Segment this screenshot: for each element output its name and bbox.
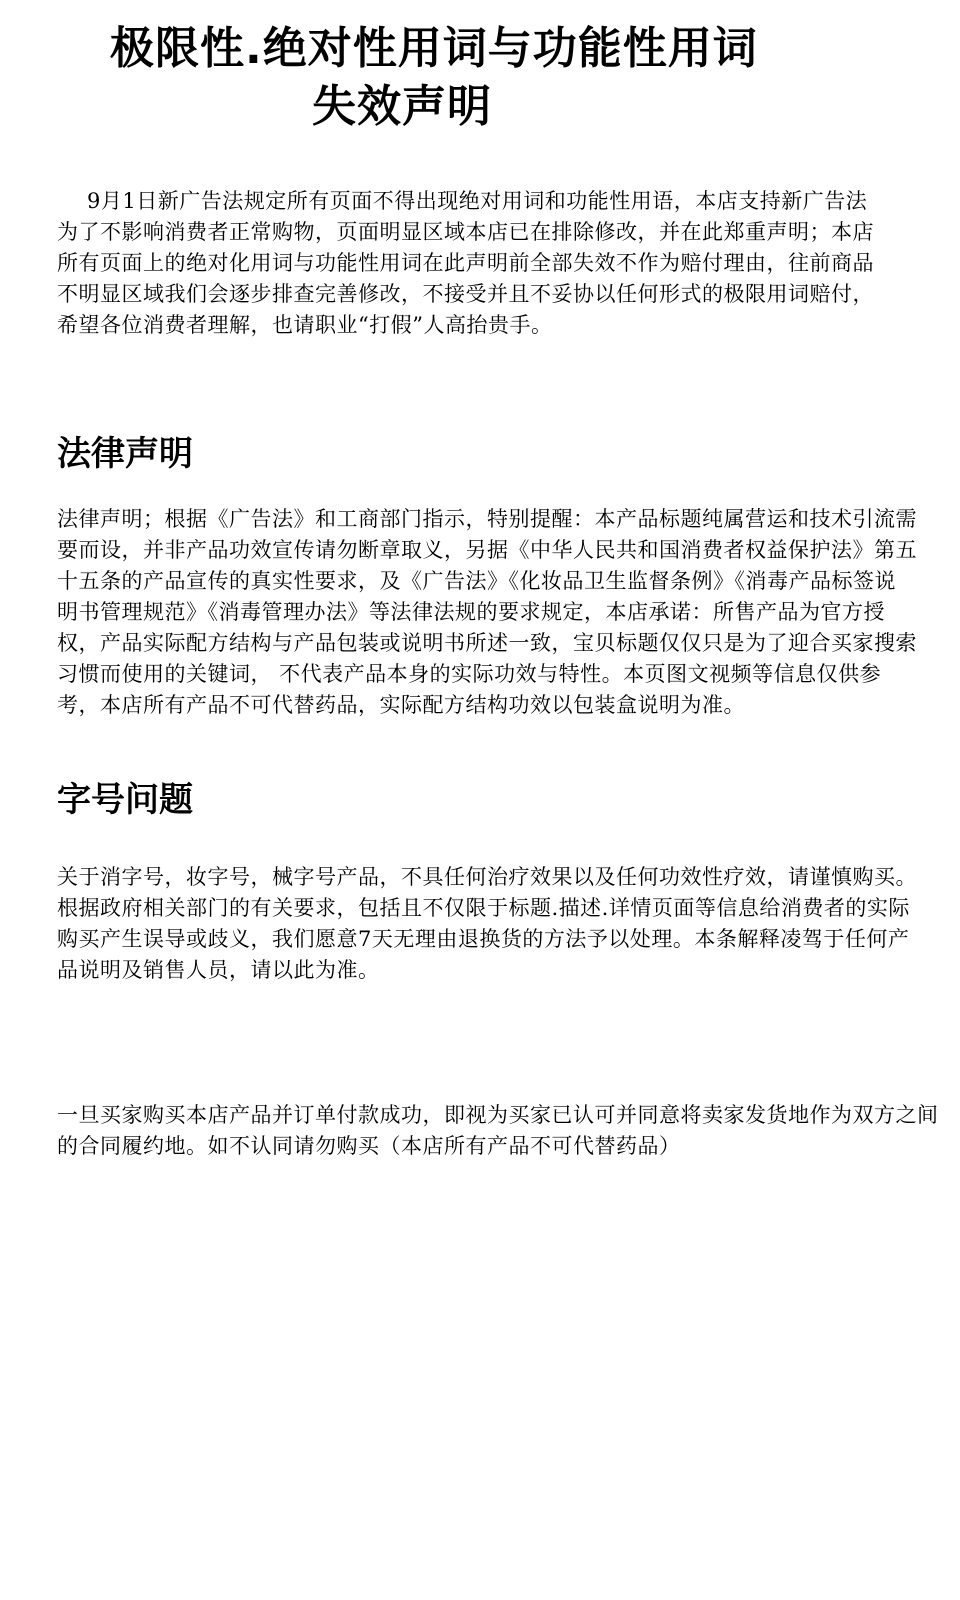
page-title-line-2: 失效声明 [312,81,492,132]
page-title-line-1: 极限性.绝对性用词与功能性用词 [110,23,758,74]
font-size-paragraph: 关于消字号，妆字号，械字号产品，不具任何治疗效果以及任何功效性疗效，请谨慎购买。根据政府相关部门的有关要求，包括且不仅限于标题.描述.详情页面等信息给消费者的实际购买产生误导或歧义，我们愿意7天无理由退换货的方法予以处理。本条解释凌驾于任何产品说明及销售人员，请以此为准。 [57,865,917,982]
legal-heading: 法律声明 [57,434,193,474]
legal-paragraph: 法律声明；根据《广告法》和工商部门指示，特别提醒：本产品标题纯属营运和技术引流需要而设，并非产品功效宣传请勿断章取义，另据《中华人民共和国消费者权益保护法》第五十五条的产品宣传的真实性要求，及《广告法》《化妆品卫生监督条例》《消毒产品标签说明书管理规范》《消毒管理办法》等法律法规的要求规定，本店承诺：所售产品为官方授权，产品实际配方结构与产品包装或说明书所述一致，宝贝标题仅仅只是为了迎合买家搜索习惯而使用的关键词， 不代表产品本身的实际功效与特性。本页图文视频等信息仅供参考，本店所有产品不可代替药品，实际配方结构功效以包装盒说明为准。 [57,507,917,717]
contract-paragraph: 一旦买家购买本店产品并订单付款成功，即视为买家已认可并同意将卖家发货地作为双方之间的合同履约地。如不认同请勿购买（本店所有产品不可代替药品） [57,1103,939,1158]
font-size-heading: 字号问题 [57,780,193,820]
intro-paragraph: 9月1日新广告法规定所有页面不得出现绝对用词和功能性用语，本店支持新广告法为了不影响消费者正常购物，页面明显区域本店已在排除修改，并在此郑重声明；本店所有页面上的绝对化用词与功能性用词在此声明前全部失效不作为赔付理由，往前商品不明显区域我们会逐步排查完善修改，不接受并且不妥协以任何形式的极限用词赔付，希望各位消费者理解，也请职业“打假”人高抬贵手。 [57,189,874,337]
